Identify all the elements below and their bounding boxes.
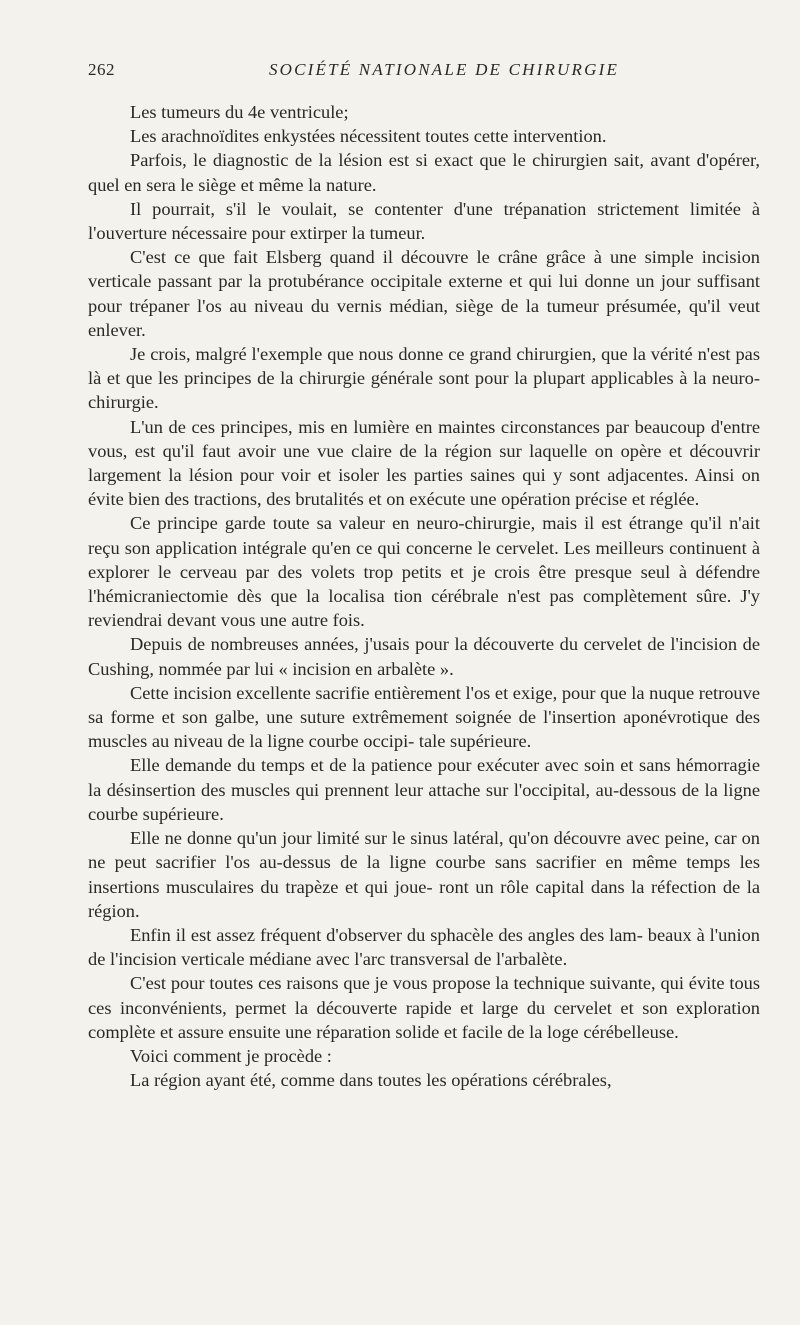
paragraph-procedure: Voici comment je procède : [130, 1045, 332, 1066]
body-text [88, 100, 760, 1092]
paragraph-sphacelus: Enfin il est assez fréquent d'observer du sphacèle des angles des lam- beaux à l'union de l'incision verticale médiane avec l'arc transversal de l'arbalète. [88, 924, 760, 970]
paragraph-cushing-incision: Depuis de nombreuses années, j'usais pour la découverte du cervelet de l'incision de Cushing, nommée par lui « incision en arbalète ». [88, 634, 760, 679]
paragraph-principles: L'un de ces principes, mis en lumière en maintes circonstances par beaucoup d'entre vous, est qu'il faut avoir une vue claire de la région sur laquelle on opère et découvrir largement la lésion pour voir et isoler les parties saines qui y sont adjacentes. Ainsi on évite bien des tractions, des brutalités et on exécute une opération précise et réglée. [88, 416, 760, 510]
page-header [88, 60, 760, 84]
paragraph-trepanation: Il pourrait, s'il le voulait, se contenter d'une trépanation strictement limitée à l'ouverture nécessaire pour extirper la tumeur. [88, 198, 760, 244]
paragraph-general-surgery: Je crois, malgré l'exemple que nous donne ce grand chirurgien, que la vérité n'est pas là et que les principes de la chirurgie générale sont pour la plupart applicables à la neuro-chirurgie. [88, 344, 760, 413]
paragraph-cerebellum: Ce principe garde toute sa valeur en neuro-chirurgie, mais il est étrange qu'il n'ait reçu son application intégrale qu'en ce qui concerne le cervelet. Les meilleurs continuent à explorer le cerveau par des volets trop petits et je crois être presque seul à défendre l'hémicraniectomie dès que la localisa tion cérébrale n'est pas complètement sûre. J'y reviendrai devant vous une autre fois. [88, 513, 760, 631]
page-number: 262 [88, 60, 115, 79]
paragraph-region: La région ayant été, comme dans toutes les opérations cérébrales, [130, 1070, 612, 1091]
paragraph-elsberg: C'est ce que fait Elsberg quand il découvre le crâne grâce à une simple incision verticale passant par la protubérance occipitale externe et qui lui donne un jour suffisant pour trépaner l'os au niveau du vernis médian, siège de la tumeur présumée, qu'il veut enlever. [88, 247, 760, 340]
paragraph-4th-ventricle-tumors: Les tumeurs du 4e ventricule; [130, 102, 349, 122]
paragraph-time-patience: Elle demande du temps et de la patience pour exécuter avec soin et sans hémorragie la désinsertion des muscles qui prennent leur attache sur l'occipital, au-dessous de la ligne courbe supérieure. [88, 755, 760, 824]
paragraph-incision-excellent: Cette incision excellente sacrifie entièrement l'os et exige, pour que la nuque retrouve sa forme et son galbe, une suture extrêmement soignée de l'insertion aponévrotique des muscles au niveau de la ligne courbe occipi- tale supérieure. [88, 682, 760, 752]
paragraph-arachnoiditis: Les arachnoïdites enkystées nécessitent toutes cette intervention. [130, 126, 607, 147]
paragraph-proposed-technique: C'est pour toutes ces raisons que je vous propose la technique suivante, qui évite tous ces inconvénients, permet la découverte rapide et large du cervelet et son exploration complète et assure ensuite une réparation solide et facile de la loge cérébelleuse. [88, 973, 760, 1042]
paragraph-limited-view: Elle ne donne qu'un jour limité sur le sinus latéral, qu'on découvre avec peine, car on ne peut sacrifier l'os au-dessus de la ligne courbe sans sacrifier en même temps les insertions musculaires du trapèze et qui joue- ront un rôle capital dans la réfection de la région. [88, 828, 760, 921]
paragraph-diagnosis: Parfois, le diagnostic de la lésion est si exact que le chirurgien sait, avant d'opérer, quel en sera le siège et même la nature. [88, 150, 760, 195]
running-title: SOCIÉTÉ NATIONALE DE CHIRURGIE [268, 60, 620, 79]
